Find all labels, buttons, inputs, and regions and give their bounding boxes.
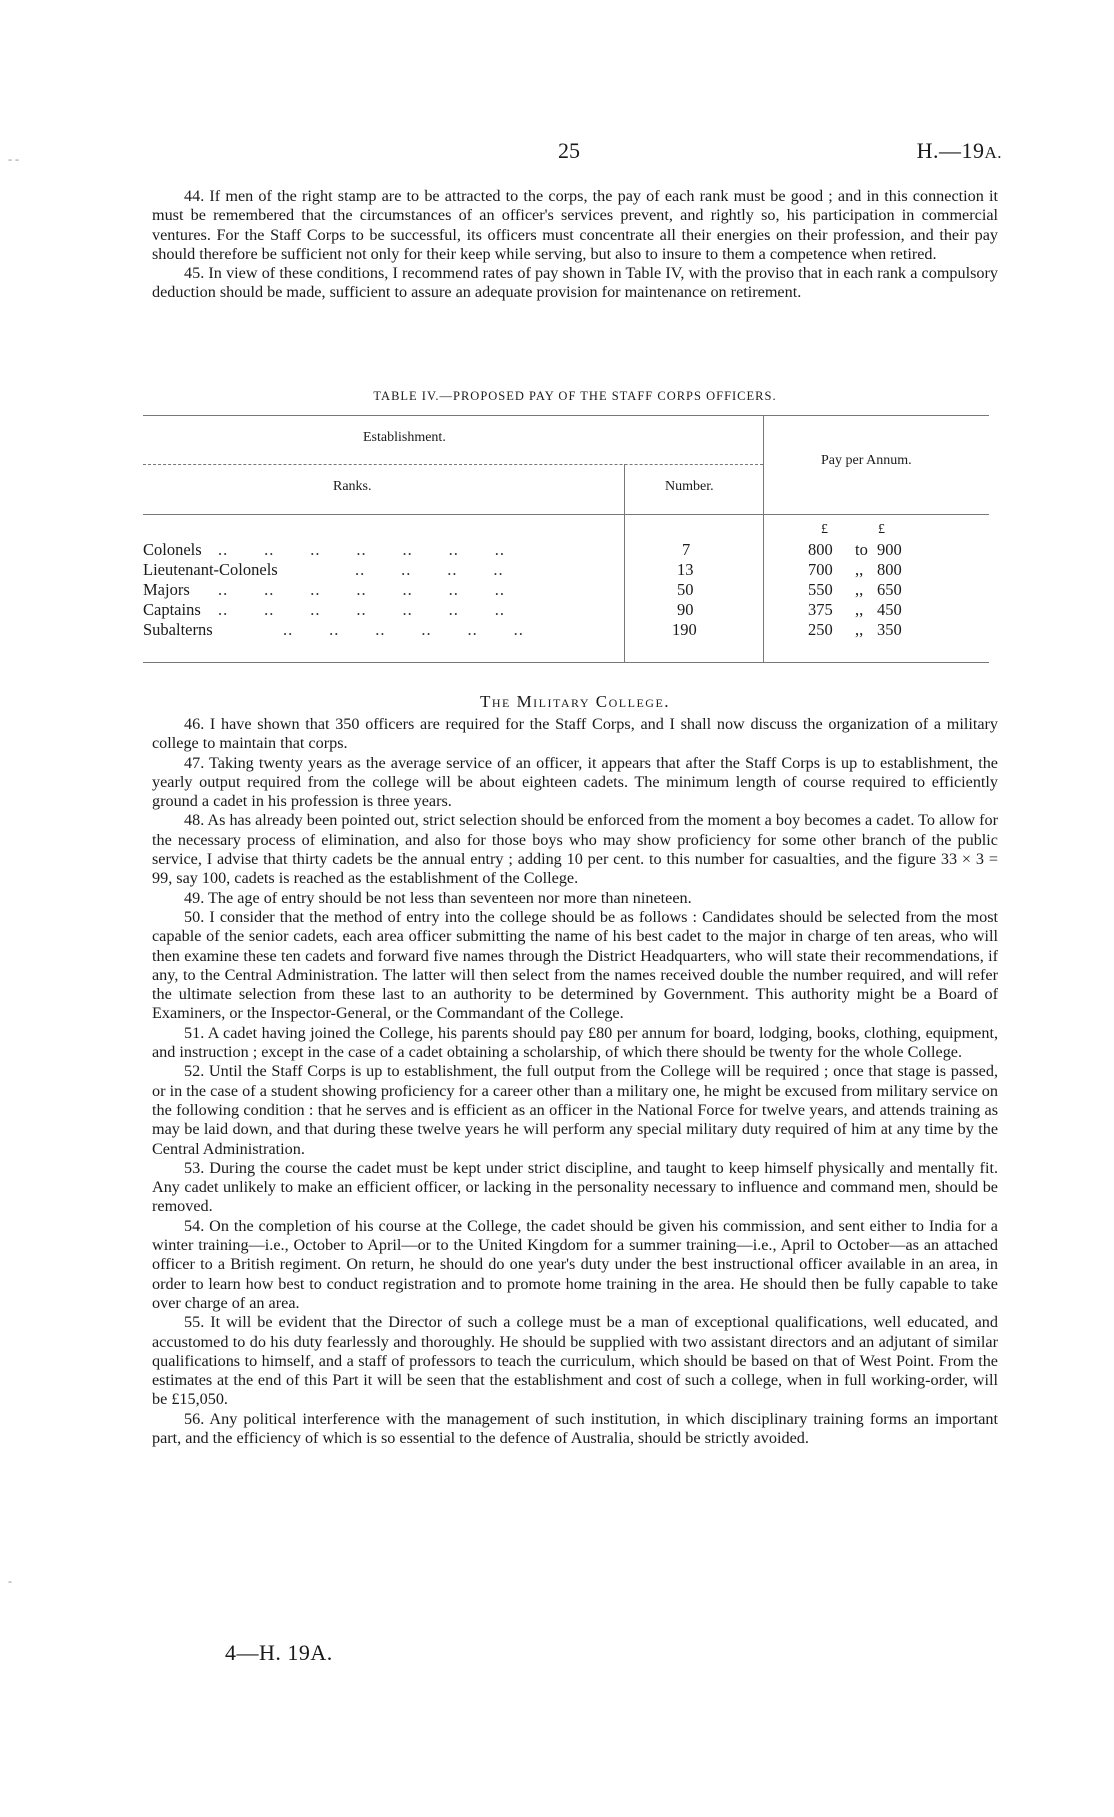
table-caption	[152, 389, 998, 404]
rank-cell: Lieutenant-Colonels	[143, 560, 278, 579]
document-reference	[917, 138, 1002, 164]
leader-dots: .. .. .. .. .. .. ..	[218, 580, 505, 599]
main-paragraphs	[152, 715, 998, 1448]
pay-from-cell: 250	[808, 620, 833, 639]
pay-from-cell: 700	[808, 560, 833, 579]
paragraph-56: 56. Any political interference with the management of such institution, in which disciplinary training forms an important part, and the efficiency of which is so essential to the defence of Australia, should be strictly avoided.	[152, 1409, 998, 1447]
pay-from-cell: 800	[808, 540, 833, 559]
leader-dots: .. .. .. .. .. .. ..	[218, 540, 505, 559]
leader-dots: .. .. .. .. .. .. ..	[218, 600, 505, 619]
pay-separator: ,,	[855, 580, 864, 599]
paragraph-50: 50. I consider that the method of entry into the college should be as follows : Candidates should be selected from the most capable of the senior cadets, each area officer submitting the name of his best cadet to the major in charge of ten areas, who will then examine these ten cadets and forward five names through the District Headquarters, who will state their recommendations, if any, to the Central Administration. The latter will then select from the names received double the number required, and will refer the ultimate selection from these last to an authority to be determined by Government. This authority might be a Board of Examiners, or the Inspector-General, or the Commandant of the College.	[152, 907, 998, 1023]
pay-column-rule	[763, 415, 764, 662]
paragraph-46: 46. I have shown that 350 officers are required for the Staff Corps, and I shall now discuss the organization of a military college to maintain that corps.	[152, 715, 998, 753]
paragraph-53: 53. During the course the cadet must be kept under strict discipline, and taught to keep himself physically and mentally fit. Any cadet unlikely to make an efficient officer, or lacking in the personality necessary to influence and command men, should be removed.	[152, 1158, 998, 1216]
number-cell: 13	[677, 560, 694, 579]
pay-separator: ,,	[855, 560, 864, 579]
number-cell: 190	[672, 620, 697, 639]
pay-to-cell: 450	[877, 600, 902, 619]
margin-speck: -	[8, 1574, 12, 1588]
pay-separator: ,,	[855, 600, 864, 619]
currency-symbol-from: £	[821, 522, 828, 537]
table-caption-text: TABLE IV.—PROPOSED PAY OF THE STAFF CORPS OFFICERS.	[373, 389, 777, 403]
table-top-rule	[143, 415, 989, 416]
pay-table	[143, 415, 989, 665]
signature-reference: 4—H. 19A.	[225, 1640, 333, 1665]
pay-from-cell: 375	[808, 600, 833, 619]
paragraph-55: 55. It will be evident that the Director of such a college must be a man of exceptional qualifications, well educated, and accustomed to do his duty fearlessly and thoroughly. He should be supplied with two assistant directors and an adjutant of similar qualifications to himself, and a staff of professors to teach the curriculum, which should be based on that of West Point. From the estimates at the end of this Part it will be seen that the establishment and cost of such a college, when in full working-order, will be £15,050.	[152, 1313, 998, 1409]
pay-to-cell: 650	[877, 580, 902, 599]
rank-cell: Majors	[143, 580, 190, 599]
number-cell: 90	[677, 600, 694, 619]
pay-separator: to	[855, 540, 868, 559]
doc-ref-main: H.—19	[916, 138, 985, 163]
number-cell: 50	[677, 580, 694, 599]
doc-ref-suffix: A.	[984, 143, 1002, 162]
paragraph-44: 44. If men of the right stamp are to be attracted to the corps, the pay of each rank must be good ; and in this connection it must be remembered that the circumstances of an officer's services prevent, and rightly so, his participation in commercial ventures. For the Staff Corps to be successful, its officers must concentrate all their energies on their profession, and their pay should therefore be sufficient not only for their keep while serving, but also to insure to them a competence when retired.	[152, 187, 998, 263]
establishment-header: Establishment.	[363, 430, 446, 445]
leader-dots: .. .. .. .. .. ..	[283, 620, 524, 639]
section-heading: The Military College.	[479, 692, 671, 711]
paragraph-49: 49. The age of entry should be not less than seventeen nor more than nineteen.	[184, 888, 692, 907]
establishment-rule	[143, 464, 763, 465]
paragraph-47: 47. Taking twenty years as the average service of an officer, it appears that after the Staff Corps is up to establishment, the yearly output required from the college will be about eighteen cadets. The minimum length of course required to efficiently ground a cadet in his profession is three years.	[152, 753, 998, 811]
paragraph-52: 52. Until the Staff Corps is up to establishment, the full output from the College will be required ; once that stage is passed, or in the case of a student showing proficiency for a career other than a military one, he might be excused from military service on the following condition : that he serves and is efficient as an officer in the National Force for twelve years, and attends training as may be laid down, and that during these twelve years he will perform any special military duty required of him at any time by the Central Administration.	[152, 1062, 998, 1158]
paragraph-45: 45. In view of these conditions, I recommend rates of pay shown in Table IV, with the proviso that in each rank a compulsory deduction should be made, sufficient to assure an adequate provision for maintenance on retirement.	[152, 264, 998, 302]
pay-to-cell: 800	[877, 560, 902, 579]
running-header	[0, 138, 1114, 168]
number-column-rule	[624, 464, 625, 662]
paragraph-48: 48. As has already been pointed out, strict selection should be enforced from the moment a boy becomes a cadet. To allow for the necessary process of elimination, and also for those boys who may show proficiency for some other branch of the public service, I advise that thirty cadets be the annual entry ; adding 10 per cent. to this number for casualties, and the figure 33 × 3 = 99, say 100, cadets is reached as the establishment of the College.	[152, 811, 998, 888]
rank-cell: Colonels	[143, 540, 202, 559]
table-bottom-rule	[143, 662, 989, 663]
pay-to-cell: 350	[877, 620, 902, 639]
number-cell: 7	[682, 540, 691, 559]
currency-symbol-to: £	[878, 522, 885, 537]
ranks-header: Ranks.	[333, 479, 372, 494]
paragraph-51: 51. A cadet having joined the College, his parents should pay £80 per annum for board, lodging, books, clothing, equipment, and instruction ; except in the case of a cadet obtaining a scholarship, of which there should be twenty for the whole College.	[152, 1023, 998, 1062]
leader-dots: .. .. .. ..	[355, 560, 504, 579]
pay-to-cell: 900	[877, 540, 902, 559]
header-bottom-rule	[143, 514, 989, 515]
page-number: 25	[558, 138, 580, 163]
rank-cell: Captains	[143, 600, 201, 619]
pay-separator: ,,	[855, 620, 864, 639]
intro-paragraphs	[152, 187, 998, 303]
paragraph-54: 54. On the completion of his course at the College, the cadet should be given his commission, and sent either to India for a winter training—i.e., October to April—or to the United Kingdom for a summer training—i.e., April to October—as an attached officer to a British regiment. On return, he should do one year's duty under the best instructional officer available in an area, in order to learn how best to conduct registration and to promote home training in the area. He should then be fully capable to take over charge of an area.	[152, 1216, 998, 1312]
rank-cell: Subalterns	[143, 620, 213, 639]
margin-speck: - -	[8, 152, 19, 166]
number-header: Number.	[665, 479, 714, 494]
pay-from-cell: 550	[808, 580, 833, 599]
pay-header: Pay per Annum.	[821, 453, 912, 468]
